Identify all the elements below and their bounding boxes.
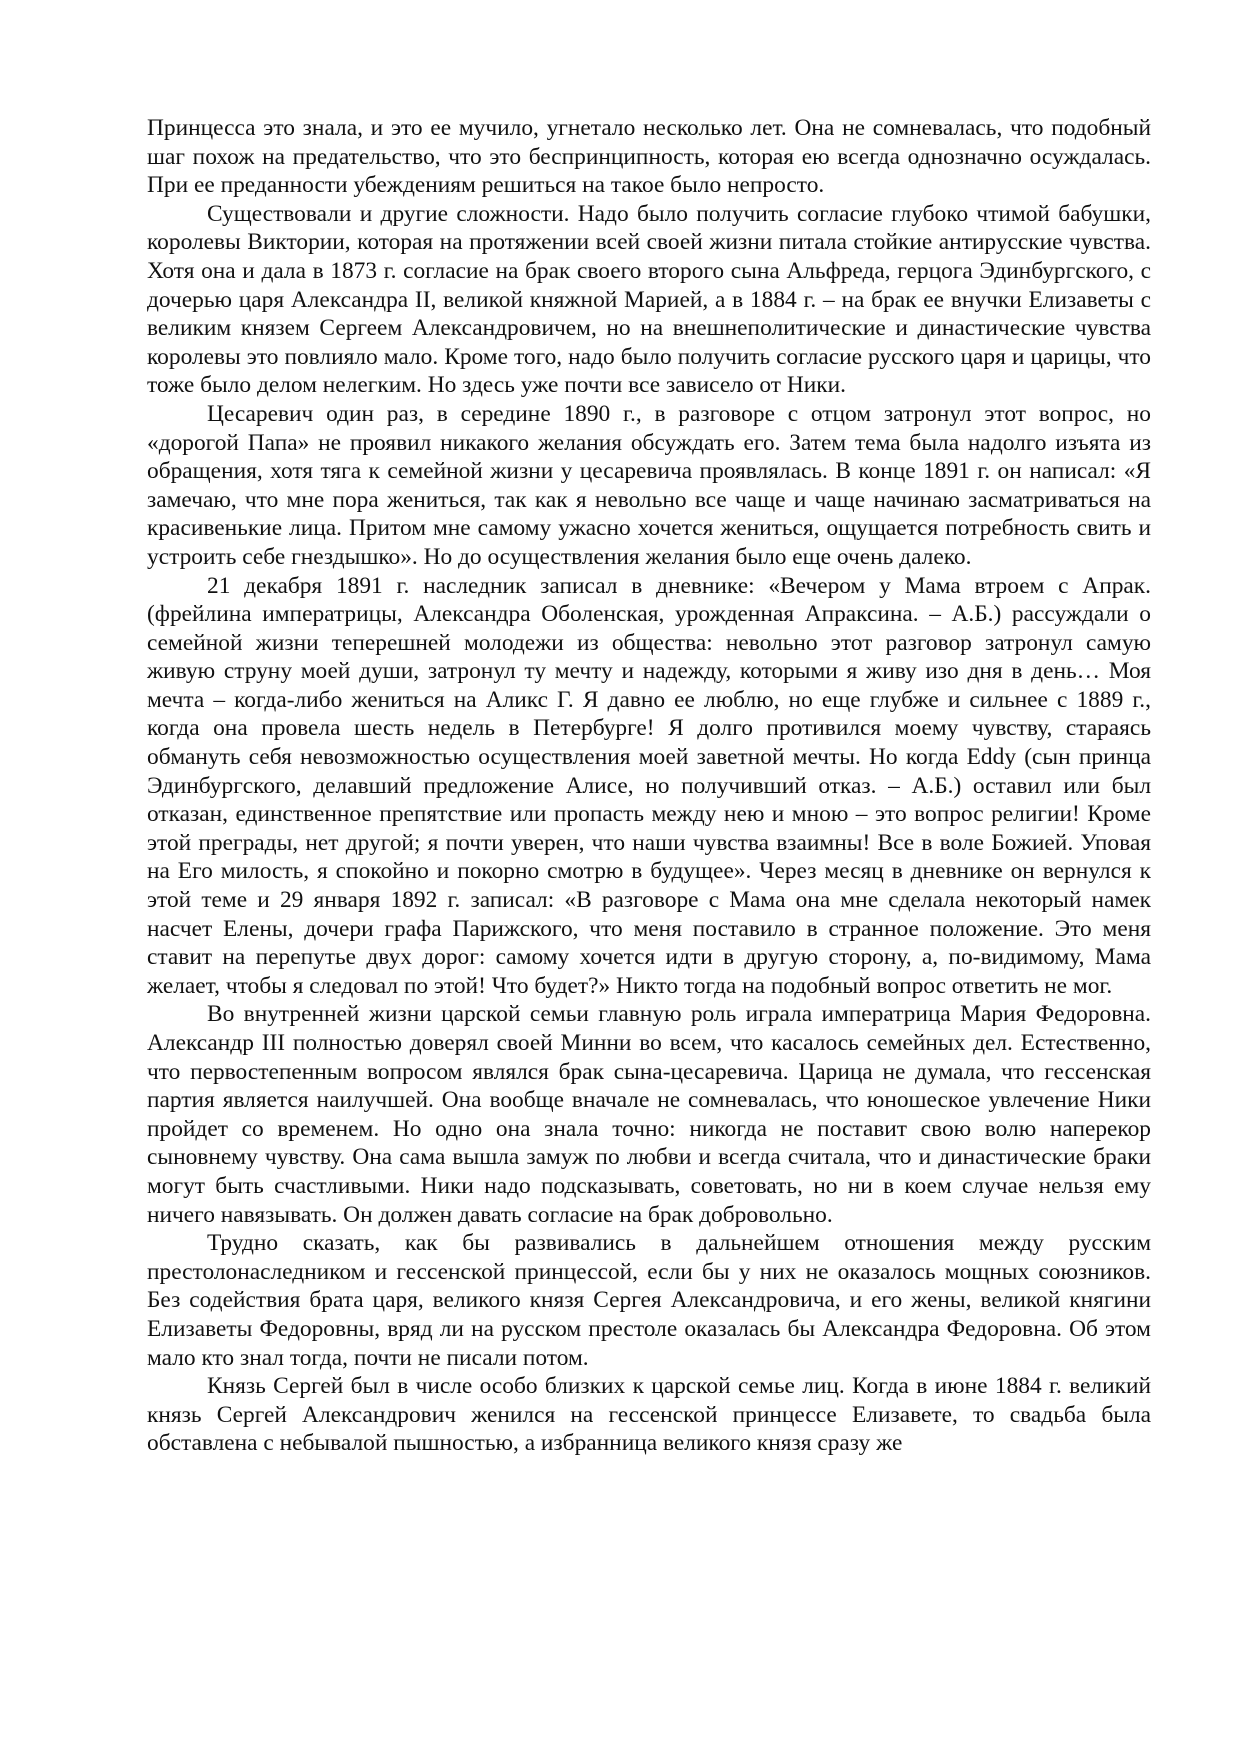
document-page	[147, 114, 1151, 1458]
paragraph-4: 21 декабря 1891 г. наследник записал в дневнике: «Вечером у Мама втроем с Апрак. (фрейлина императрицы, Александра Оболенская, урожденная Апраксина. – А.Б.) рассуждали о семейной жизни теперешней молодежи из общества: невольно этот разговор затронул самую живую струну моей души, затронул ту мечту и надежду, которыми я живу изо дня в день… Моя мечта – когда-либо жениться на Аликс Г. Я давно ее люблю, но еще глубже и сильнее с 1889 г., когда она провела шесть недель в Петербурге! Я долго противился моему чувству, стараясь обмануть себя невозможностью осуществления моей заветной мечты. Но когда Eddy (сын принца Эдинбургского, делавший предложение Алисе, но получивший отказ. – А.Б.) оставил или был отказан, единственное препятствие или пропасть между нею и мною – это вопрос религии! Кроме этой преграды, нет другой; я почти уверен, что наши чувства взаимны! Все в воле Божией. Уповая на Его милость, я спокойно и покорно смотрю в будущее». Через месяц в дневнике он вернулся к этой теме и 29 января 1892 г. записал: «В разговоре с Мама она мне сделала некоторый намек насчет Елены, дочери графа Парижского, что меня поставило в странное положение. Это меня ставит на перепутье двух дорог: самому хочется идти в другую сторону, а, по-видимому, Мама желает, чтобы я следовал по этой! Что будет?» Никто тогда на подобный вопрос ответить не мог.	[147, 572, 1151, 999]
paragraph-7: Князь Сергей был в числе особо близких к царской семье лиц. Когда в июне 1884 г. великий князь Сергей Александрович женился на гессенской принцессе Елизавете, то свадьба была обставлена с небывалой пышностью, а избранница великого князя сразу же	[147, 1373, 1151, 1457]
paragraph-3: Цесаревич один раз, в середине 1890 г., в разговоре с отцом затронул этот вопрос, но «дорогой Папа» не проявил никакого желания обсуждать его. Затем тема была надолго изъята из обращения, хотя тяга к семейной жизни у цесаревича проявлялась. В конце 1891 г. он написал: «Я замечаю, что мне пора жениться, так как я невольно все чаще и чаще начинаю засматриваться на красивенькие лица. Притом мне самому ужасно хочется жениться, ощущается потребность свить и устроить себе гнездышко». Но до осуществления желания было еще очень далеко.	[147, 400, 1151, 570]
paragraph-5: Во внутренней жизни царской семьи главную роль играла императрица Мария Федоровна. Александр III полностью доверял своей Минни во всем, что касалось семейных дел. Естественно, что первостепенным вопросом являлся брак сына-цесаревича. Царица не думала, что гессенская партия является наилучшей. Она вообще вначале не сомневалась, что юношеское увлечение Ники пройдет со временем. Но одно она знала точно: никогда не поставит свою волю наперекор сыновнему чувству. Она сама вышла замуж по любви и всегда считала, что и династические браки могут быть счастливыми. Ники надо подсказывать, советовать, но ни в коем случае нельзя ему ничего навязывать. Он должен давать согласие на брак добровольно.	[147, 1001, 1151, 1228]
paragraph-2: Существовали и другие сложности. Надо было получить согласие глубоко чтимой бабушки, королевы Виктории, которая на протяжении всей своей жизни питала стойкие антирусские чувства. Хотя она и дала в 1873 г. согласие на брак своего второго сына Альфреда, герцога Эдинбургского, с дочерью царя Александра II, великой княжной Марией, а в 1884 г. – на брак ее внучки Елизаветы с великим князем Сергеем Александровичем, но на внешнеполитические и династические чувства королевы это повлияло мало. Кроме того, надо было получить согласие русского царя и царицы, что тоже было делом нелегким. Но здесь уже почти все зависело от Ники.	[147, 200, 1151, 399]
paragraph-1: Принцесса это знала, и это ее мучило, угнетало несколько лет. Она не сомневалась, что подобный шаг похож на предательство, что это беспринципность, которая ею всегда однозначно осуждалась. При ее преданности убеждениям решиться на такое было непросто.	[147, 115, 1151, 199]
paragraph-6: Трудно сказать, как бы развивались в дальнейшем отношения между русским престолонаследником и гессенской принцессой, если бы у них не оказалось мощных союзников. Без содействия брата царя, великого князя Сергея Александровича, и его жены, великой княгини Елизаветы Федоровны, вряд ли на русском престоле оказалась бы Александра Федоровна. Об этом мало кто знал тогда, почти не писали потом.	[147, 1230, 1151, 1371]
